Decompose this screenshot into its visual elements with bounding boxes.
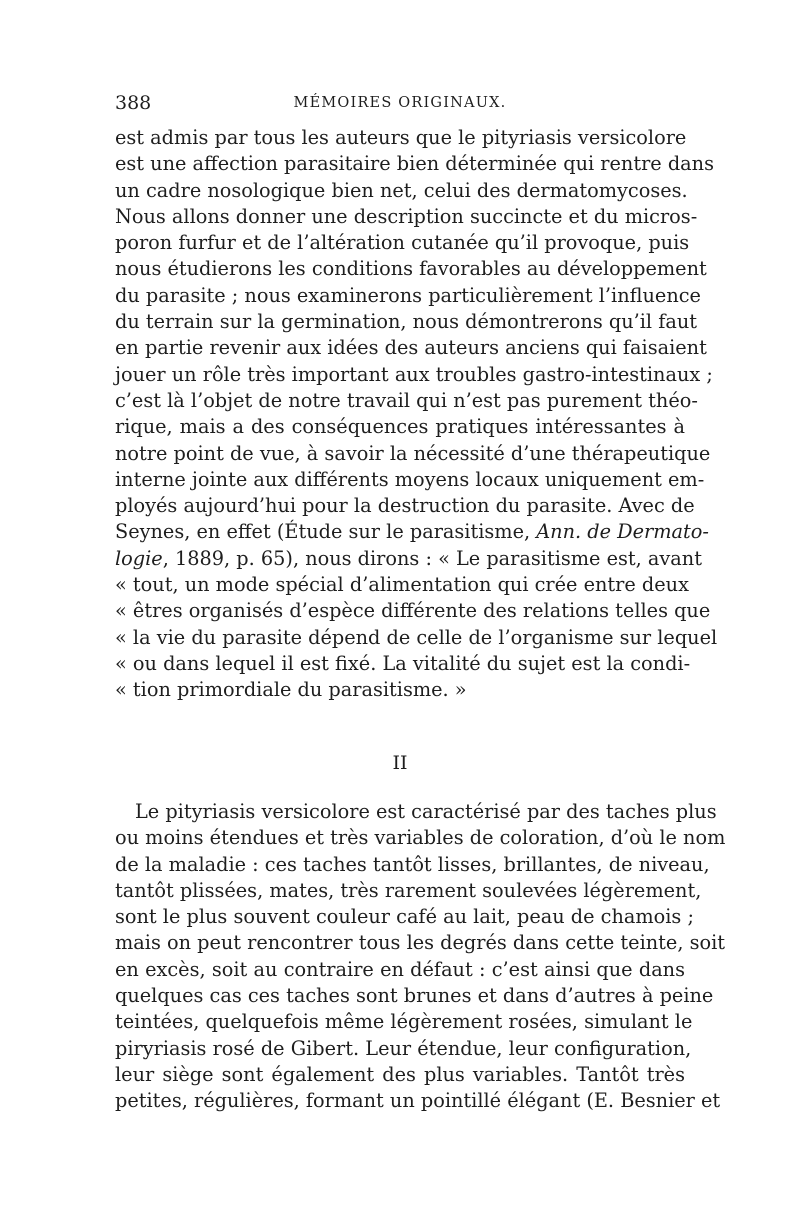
text-line: tantôt plissées, mates, très rarement soulevées légèrement,: [115, 878, 702, 902]
text-line: c’est là l’objet de notre travail qui n’est pas purement théo-: [115, 388, 698, 412]
text-line: poron furfur et de l’altération cutanée qu’il provoque, puis: [115, 231, 690, 255]
text-line: Le pityriasis versicolore est caractérisé par des taches plus: [135, 800, 717, 823]
journal-title-part-2: logie: [115, 546, 163, 570]
text-line: sont le plus souvent couleur café au lait, peau de chamois ;: [115, 905, 694, 929]
text-line: petites, régulières, formant un pointillé élégant (E. Besnier et: [115, 1089, 721, 1113]
text-line: un cadre nosologique bien net, celui des dermatomycoses.: [115, 178, 688, 202]
paragraph-1: [115, 125, 718, 704]
text-line: interne jointe aux différents moyens locaux uniquement em-: [115, 467, 705, 491]
quote-line: « ou dans lequel il est fixé. La vitalité du sujet est la condi-: [115, 651, 691, 675]
page-number: 388: [115, 92, 152, 114]
paragraph-2: [115, 799, 726, 1115]
citation-text: , 1889, p. 65), nous dirons : « Le parasitisme est, avant: [162, 546, 702, 570]
quote-line: « êtres organisés d’espèce différente des relations telles que: [115, 599, 711, 623]
text-line: est une affection parasitaire bien déterminée qui rentre dans: [115, 152, 714, 176]
quote-line: « la vie du parasite dépend de celle de l’organisme sur lequel: [115, 625, 718, 649]
journal-title-part-1: Ann. de Dermato-: [536, 520, 709, 544]
text-line: teintées, quelquefois même légèrement rosées, simulant le: [115, 1010, 693, 1034]
text-line: en partie revenir aux idées des auteurs anciens qui faisaient: [115, 336, 707, 360]
text-line: rique, mais a des conséquences pratiques intéressantes à: [115, 415, 685, 439]
quote-line: « tout, un mode spécial d’alimentation qui crée entre deux: [115, 573, 689, 597]
text-line: en excès, soit au contraire en défaut : c’est ainsi que dans: [115, 957, 685, 981]
text-line-citation: [115, 519, 709, 545]
citation-text: Seynes, en effet (Étude sur le parasitisme,: [115, 520, 537, 544]
text-line: piryriasis rosé de Gibert. Leur étendue, leur configuration,: [115, 1036, 692, 1060]
text-line: de la maladie : ces taches tantôt lisses, brillantes, de niveau,: [115, 852, 710, 876]
text-line: est admis par tous les auteurs que le pityriasis versicolore: [115, 126, 687, 149]
text-line: ou moins étendues et très variables de coloration, d’où le nom: [115, 826, 726, 850]
text-line: quelques cas ces taches sont brunes et dans d’autres à peine: [115, 984, 714, 1008]
text-line: Nous allons donner une description succincte et du micros-: [115, 204, 698, 228]
quote-line: « tion primordiale du parasitisme. »: [115, 678, 467, 702]
text-line-citation: [115, 546, 702, 572]
running-head: MÉMOIRES ORIGINAUX.: [293, 95, 507, 111]
text-line: nous étudierons les conditions favorables au développement: [115, 257, 707, 281]
text-line: jouer un rôle très important aux troubles gastro-intestinaux ;: [115, 362, 713, 386]
text-line: du parasite ; nous examinerons particulièrement l’influence: [115, 283, 701, 307]
text-line: notre point de vue, à savoir la nécessité d’une thérapeutique: [115, 441, 711, 465]
text-line: leur siège sont également des plus variables. Tantôt très: [115, 1062, 685, 1086]
text-line: du terrain sur la germination, nous démontrerons qu’il faut: [115, 310, 697, 334]
text-line: ployés aujourd’hui pour la destruction du parasite. Avec de: [115, 494, 695, 518]
page-header: [115, 92, 685, 118]
section-heading: II: [392, 752, 408, 774]
text-line: mais on peut rencontrer tous les degrés dans cette teinte, soit: [115, 931, 726, 955]
